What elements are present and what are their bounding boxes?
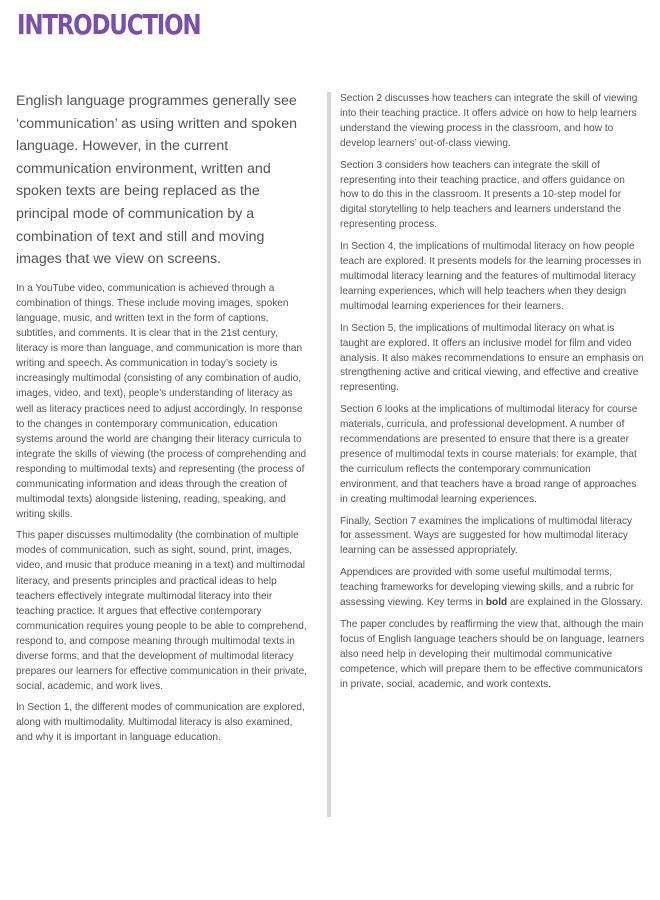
section-3-paragraph: Section 3 considers how teachers can integrate the skill of representing into their teaching practice, and offers guidance on how to do this in the classroom. It presents a 10-step model for digital storytelling to help teachers and learners understand the representing process. <box>340 159 625 231</box>
body-paragraph: This paper discusses multimodality (the combination of multiple modes of communication, such as sight, sound, print, images, video, and music that produce meaning in a text) and multimodal literacy, and presents principles and practical ideas to help teachers effectively integrate multimodal literacy into their teaching practice. It argues that effective contemporary communication requires young people to be able to comprehend, respond to, and compose meaning through multimodal texts in diverse forms, and that the development of multimodal literacy prepares our learners for effective communication in their private, social, academic, and work lives. <box>16 530 307 693</box>
section-4-paragraph: In Section 4, the implications of multimodal literacy on how people teach are explored. It presents models for the learning processes in multimodal literacy learning and the features of multimodal literacy learning experiences, which will help teachers when they design multimodal learning experiences for their learners. <box>340 241 642 312</box>
appendix-text-before: Appendices are provided with some useful multimodal terms, teaching frameworks for developing viewing skills, and a rubric for assessing viewing. Key terms in <box>340 567 634 609</box>
body-paragraph: In Section 1, the different modes of communication are explored, along with multimodality. Multimodal literacy is also examined, and why it is important in language education. <box>16 702 305 744</box>
section-6-paragraph: Section 6 looks at the implications of multimodal literacy for course materials, curricula, and professional development. A number of recommendations are presented to ensure that there is a greater presence of multimodal texts in course materials: for example, that the curriculum reflects the contemporary communication environment, and that teachers have a broad range of approaches in creating multimodal learning experiences. <box>340 404 638 505</box>
appendix-text-after: are explained in the Glossary. <box>507 597 643 609</box>
appendices-paragraph <box>340 566 645 611</box>
bold-keyword: bold <box>485 597 508 609</box>
conclusion-paragraph: The paper concludes by reaffirming the view that, although the main focus of English language teachers should be on language, learners also need help in developing their multimodal communicative competence, which will prepare them to be effective communicators in private, social, academic, and work contexts. <box>340 619 645 690</box>
page-title: INTRODUCTION <box>17 8 201 41</box>
body-paragraph: In a YouTube video, communication is achieved through a combination of things. These include moving images, spoken language, music, and written text in the form of captions, subtitles, and comments. It is clear that in the 21st century, literacy is more than language, and communication is more than writing and speech. As communication in today’s society is increasingly multimodal (consisting of any combination of audio, images, video, and text), people’s understanding of literacy as well as literacy practices need to adjust accordingly. In response to the changes in contemporary communication, education systems around the world are changing their literacy curricula to integrate the skills of viewing (the process of comprehending and responding to multimodal texts) and representing (the process of communicating information and ideas through the creation of multimodal texts) alongside listening, reading, speaking, and writing skills. <box>16 282 307 521</box>
lead-paragraph: English language programmes generally see ‘communication’ as using written and spoken language. However, in the current communication environment, written and spoken texts are being replaced as the principal mode of communication by a combination of text and still and moving images that we view on screens. <box>16 93 298 268</box>
section-2-paragraph: Section 2 discusses how teachers can integrate the skill of viewing into their teaching practice. It offers advice on how to help learners understand the viewing process in the classroom, and how to develop learners’ out-of-class viewing. <box>340 93 638 149</box>
right-column <box>327 92 645 817</box>
section-7-paragraph: Finally, Section 7 examines the implications of multimodal literacy for assessment. Ways are suggested for how multimodal literacy learning can be assessed appropriately. <box>340 515 633 557</box>
section-5-paragraph: In Section 5, the implications of multimodal literacy on what is taught are explored. It offers an inclusive model for film and video analysis. It also makes recommendations to ensure an emphasis on strengthening active and critical viewing, and effective and creative representing. <box>340 322 644 394</box>
left-column <box>16 90 308 752</box>
